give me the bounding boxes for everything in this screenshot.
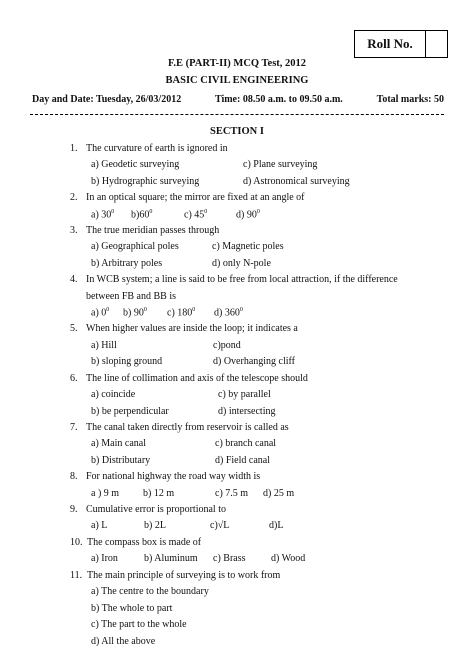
option[interactable]: d) only N-pole (212, 258, 271, 269)
option[interactable]: c) $180^0$ (167, 307, 196, 319)
option[interactable]: a) $30^0$ (91, 209, 115, 221)
question-9: 9. Cumulative error is proportional to (70, 504, 226, 515)
question-11: 11. The main principle of surveying is to work from (70, 570, 281, 581)
subject-title: BASIC CIVIL ENGINEERING (165, 75, 309, 86)
option[interactable]: c) $45^0$ (184, 209, 208, 221)
question-3: 3. The true meridian passes through (70, 225, 220, 236)
total-marks: Total marks: 50 (376, 94, 444, 105)
option[interactable]: c) 7.5 m (215, 488, 249, 499)
option[interactable]: a) Hill (91, 340, 117, 351)
test-title: F.E (PART-II) MCQ Test, 2012 (167, 58, 307, 69)
option[interactable]: a) Iron (91, 553, 118, 564)
option[interactable]: a) coincide (91, 389, 136, 400)
option[interactable]: d) All the above (91, 636, 156, 647)
option[interactable]: d) $90^0$ (236, 209, 260, 221)
option[interactable]: a) Geographical poles (91, 241, 179, 252)
option[interactable]: b) The whole to part (91, 603, 173, 614)
separator-line (30, 114, 444, 115)
option[interactable]: b) Arbitrary poles (91, 258, 163, 269)
question-8: 8. For national highway the road way width is (70, 471, 261, 482)
option[interactable]: b) sloping ground (91, 356, 163, 367)
option[interactable]: a) The centre to the boundary (91, 586, 209, 597)
option[interactable]: d) Wood (271, 553, 306, 564)
question-4: 4. In WCB system; a line is said to be free from local attraction, if the difference (70, 274, 398, 285)
option[interactable]: a) Main canal (91, 438, 146, 449)
option[interactable]: b) 2L (144, 520, 166, 531)
exam-info-row (32, 94, 444, 105)
option[interactable]: b) Distributary (91, 455, 151, 466)
option[interactable]: b) be perpendicular (91, 406, 169, 417)
question-6: 6. The line of collimation and axis of the telescope should (70, 373, 308, 384)
option[interactable]: a) $0^0$ (91, 307, 110, 319)
option[interactable]: d) $360^0$ (214, 307, 243, 319)
option[interactable]: d)L (269, 520, 284, 531)
option[interactable]: a) Geodetic surveying (91, 159, 180, 170)
question-4-continued: between FB and BB is (86, 291, 176, 302)
question-2: 2. In an optical square; the mirror are fixed at an angle of (70, 192, 305, 203)
option[interactable]: d) 25 m (263, 488, 295, 499)
option[interactable]: b) 12 m (143, 488, 175, 499)
exam-date: Day and Date: Tuesday, 26/03/2012 (32, 94, 182, 105)
option[interactable]: a) L (91, 520, 108, 531)
option[interactable]: d) intersecting (218, 406, 276, 417)
option[interactable]: c) branch canal (215, 438, 277, 449)
question-10: 10. The compass box is made of (70, 537, 202, 548)
option[interactable]: c) Plane surveying (243, 159, 318, 170)
option[interactable]: c) Magnetic poles (212, 241, 284, 252)
option[interactable]: b) Aluminum (144, 553, 198, 564)
question-1: 1. The curvature of earth is ignored in (70, 143, 228, 154)
option[interactable]: $b)60^0$ (131, 209, 153, 221)
option[interactable]: d) Astronomical surveying (243, 176, 350, 187)
roll-number-field[interactable] (426, 31, 447, 57)
option[interactable]: b) Hydrographic surveying (91, 176, 200, 187)
option[interactable]: c) by parallel (218, 389, 271, 400)
option[interactable]: b) $90^0$ (123, 307, 147, 319)
option[interactable]: d) Overhanging cliff (213, 356, 296, 367)
option[interactable]: d) Field canal (215, 455, 270, 466)
question-5: 5. When higher values are inside the loop; it indicates a (70, 323, 298, 334)
roll-number-label: Roll No. (355, 31, 426, 57)
option[interactable]: c) The part to the whole (91, 619, 187, 630)
option[interactable]: c)√L (210, 520, 230, 531)
question-7: 7. The canal taken directly from reservoir is called as (70, 422, 289, 433)
roll-number-box (354, 30, 448, 58)
option[interactable]: c) Brass (213, 553, 246, 564)
section-heading: SECTION I (210, 126, 264, 137)
exam-time: Time: 08.50 a.m. to 09.50 a.m. (214, 94, 343, 105)
option[interactable]: a ) 9 m (91, 488, 120, 499)
option[interactable]: c)pond (213, 340, 241, 351)
